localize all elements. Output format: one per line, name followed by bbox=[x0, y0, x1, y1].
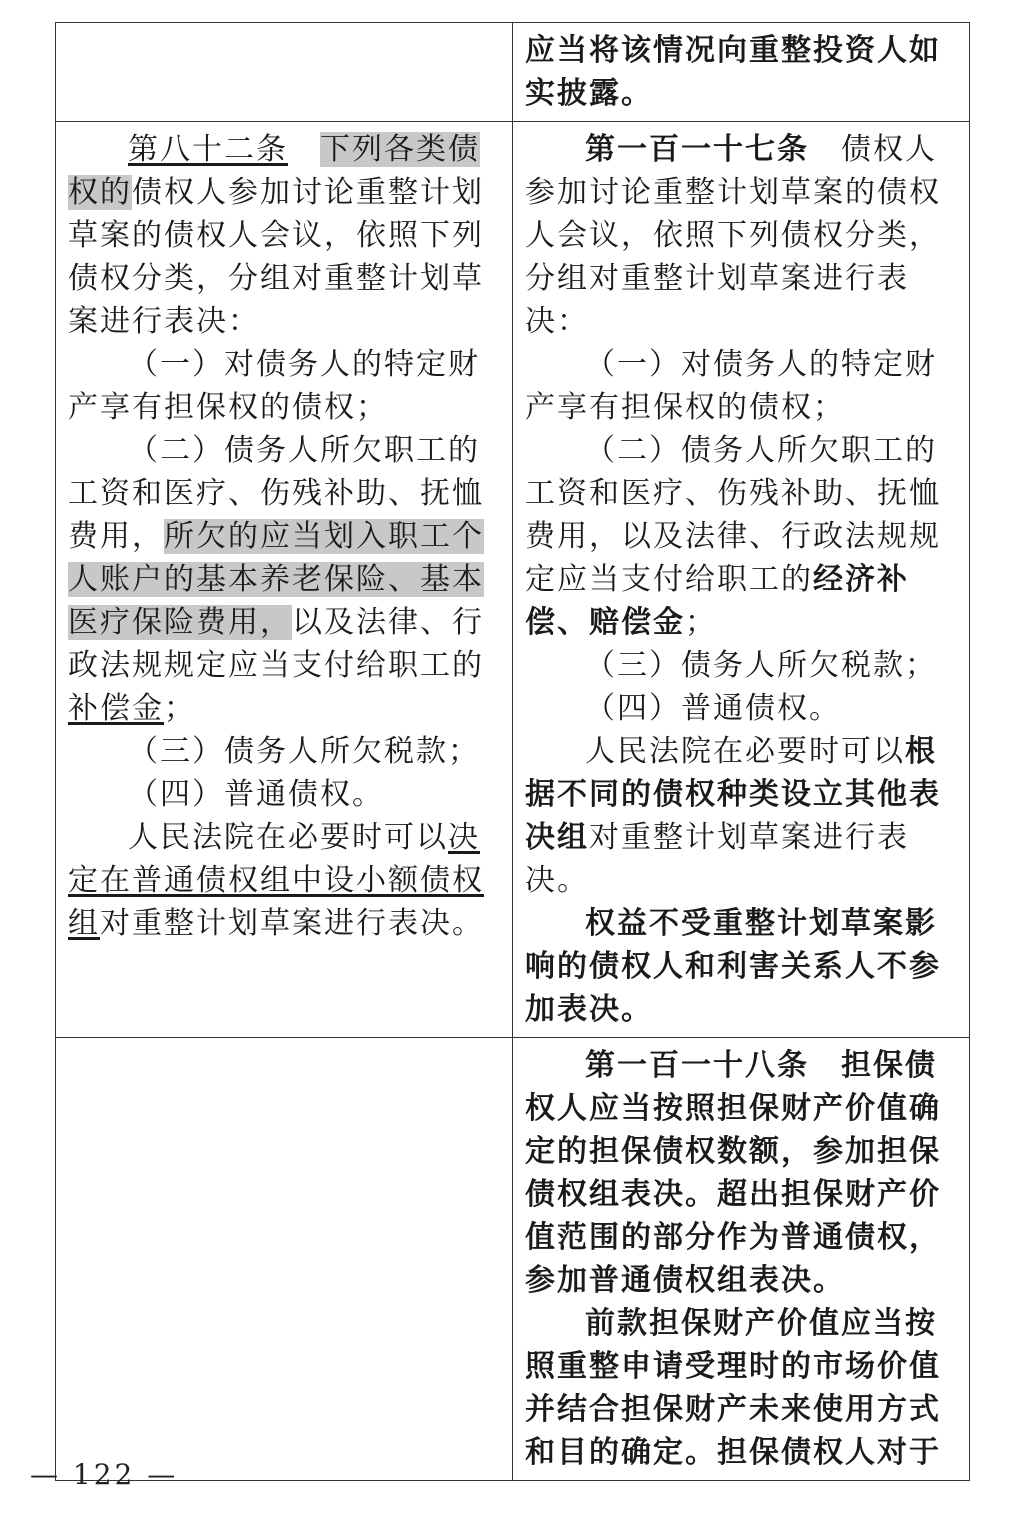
left-p6-b: 对重整计划草案进行表决。 bbox=[100, 906, 484, 941]
comparison-table bbox=[55, 22, 970, 1481]
page-number: — 122 — bbox=[30, 1458, 179, 1491]
left-p6-a: 人民法院在必要时可以 bbox=[128, 820, 448, 855]
right-paragraph-5: （四）普通债权。 bbox=[585, 691, 841, 726]
left-underlined-clause: 决定在普通债权组中设小额债权组 bbox=[68, 820, 484, 941]
row3-right-cell bbox=[513, 1038, 970, 1481]
left-paragraph-6 bbox=[68, 816, 500, 945]
row1-left-cell bbox=[56, 23, 513, 122]
right-paragraph-4: （三）债务人所欠税款； bbox=[585, 648, 937, 683]
left-article-number: 第八十二条 bbox=[128, 132, 288, 167]
left-p1-text: 债权人参加讨论重整计划草案的债权人会议，依照下列债权分类，分组对重整计划草案进行表决： bbox=[68, 175, 484, 339]
right-bold-clause: 根据不同的债权种类设立其他表决组 bbox=[525, 734, 941, 855]
row2-right-cell bbox=[513, 122, 970, 1038]
right-p3-a: （二）债务人所欠职工的工资和医疗、伤残补助、抚恤费用，以及法律、行政法规规定应当支付给职工的 bbox=[525, 433, 941, 597]
left-highlight-1: 下列各类债权的 bbox=[68, 132, 480, 210]
row3-left-cell bbox=[56, 1038, 513, 1481]
left-paragraph-4: （三）债务人所欠税款； bbox=[128, 734, 480, 769]
row1-right-text: 应当将该情况向重整投资人如实披露。 bbox=[525, 33, 941, 111]
table-row bbox=[56, 1038, 970, 1481]
left-paragraph-1 bbox=[68, 128, 500, 343]
table-row bbox=[56, 23, 970, 122]
right-p3-end: ； bbox=[685, 605, 717, 640]
right-bold-term: 经济补偿、赔偿金 bbox=[525, 562, 909, 640]
right-paragraph-1 bbox=[525, 128, 957, 343]
left-paragraph-3 bbox=[68, 429, 500, 730]
right-p6-b: 对重整计划草案进行表决。 bbox=[525, 820, 909, 898]
left-highlight-2: 所欠的应当划入职工个人账户的基本养老保险、基本医疗保险费用， bbox=[68, 519, 484, 640]
left-underlined-term: 补偿金 bbox=[68, 691, 164, 726]
table-row bbox=[56, 122, 970, 1038]
right-p1-text: 债权人参加讨论重整计划草案的债权人会议，依照下列债权分类，分组对重整计划草案进行表决： bbox=[525, 132, 941, 339]
right-article-118-para2: 前款担保财产价值应当按照重整申请受理时的市场价值并结合担保财产未来使用方式和目的确定。担保债权人对于 bbox=[525, 1306, 941, 1470]
row1-right-cell bbox=[513, 23, 970, 122]
left-paragraph-5: （四）普通债权。 bbox=[128, 777, 384, 812]
left-p3-end: ； bbox=[164, 691, 196, 726]
right-paragraph-2: （一）对债务人的特定财产享有担保权的债权； bbox=[525, 347, 937, 425]
right-article-number: 第一百一十七条 bbox=[585, 132, 809, 167]
left-p3-a: （二）债务人所欠职工的工资和医疗、伤残补助、抚恤费用， bbox=[68, 433, 484, 554]
right-article-118: 第一百一十八条 担保债权人应当按照担保财产价值确定的担保债权数额，参加担保债权组表决。超出担保财产价值范围的部分作为普通债权，参加普通债权组表决。 bbox=[525, 1048, 941, 1298]
row2-left-cell bbox=[56, 122, 513, 1038]
right-paragraph-7: 权益不受重整计划草案影响的债权人和利害关系人不参加表决。 bbox=[525, 906, 941, 1027]
right-paragraph-3 bbox=[525, 429, 957, 644]
left-p3-b: 以及法律、行政法规规定应当支付给职工的 bbox=[68, 605, 484, 683]
right-p6-a: 人民法院在必要时可以 bbox=[585, 734, 905, 769]
left-paragraph-2: （一）对债务人的特定财产享有担保权的债权； bbox=[68, 347, 480, 425]
right-paragraph-6 bbox=[525, 730, 957, 902]
